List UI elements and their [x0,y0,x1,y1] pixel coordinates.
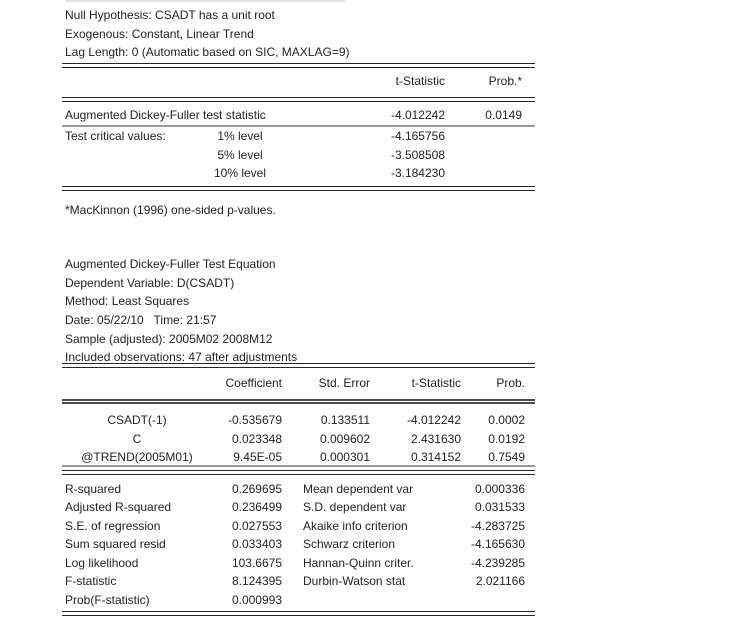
stat-value: -4.165630 [470,537,525,551]
critical-value: -3.184230 [390,166,445,180]
summary-row-prob-f-statistic [0,591,750,610]
summary-row-r-squared [0,480,750,499]
adf-statistic-label: Augmented Dickey-Fuller test statistic [65,108,266,122]
prob-value: 0.0192 [488,432,525,446]
summary-row-adj-r-squared [0,498,750,517]
stat-label: Mean dependent var [303,482,414,496]
stat-value: 0.000993 [231,593,282,607]
level-label: 10% level [213,166,267,180]
stat-label: Akaike info criterion [303,519,408,533]
prob-value: 0.7549 [488,450,525,464]
double-rule [62,97,535,102]
clipped-text-remnant [65,0,345,2]
adf-t-statistic-value: -4.012242 [390,108,445,122]
stat-label: Prob(F-statistic) [65,593,150,607]
stat-label: Hannan-Quinn criter. [303,556,414,570]
stat-value: 0.236499 [231,500,282,514]
stat-value: 2.021166 [475,574,525,588]
stat-label: Schwarz criterion [303,537,396,551]
coefficient-column-header: Coefficient [225,376,282,390]
std-error-column-header: Std. Error [318,376,370,390]
coefficient-value: 9.45E-05 [233,450,282,464]
summary-row-sum-squared-resid [0,535,750,554]
variable-name: @TREND(2005M01) [81,450,193,464]
stat-label: S.D. dependent var [303,500,407,514]
stat-value: 0.000336 [474,482,525,496]
summary-row-se-regression [0,517,750,536]
single-rule [62,465,535,467]
mackinnon-footnote: *MacKinnon (1996) one-sided p-values. [65,203,276,217]
stat-value: 103.6675 [231,556,282,570]
equation-title-line: Augmented Dickey-Fuller Test Equation [65,257,276,271]
null-hypothesis-line: Null Hypothesis: CSADT has a unit root [65,8,275,22]
critical-values-label: Test critical values: [65,129,166,143]
footnote-row [0,201,750,220]
double-rule [62,363,535,368]
level-label: 1% level [217,129,263,143]
level-label: 5% level [217,148,263,162]
double-rule [62,611,535,616]
t-statistic-value: -4.012242 [406,413,461,427]
prob-column-header: Prob. [496,376,525,390]
stat-label: Adjusted R-squared [65,500,172,514]
stat-label: F-statistic [65,574,117,588]
adf-statistic-row [0,106,750,125]
critical-value-row-1pct [0,127,750,146]
summary-row-log-likelihood [0,554,750,573]
stat-value: 8.124395 [231,574,282,588]
dependent-variable-line: Dependent Variable: D(CSADT) [65,275,235,290]
date-time-line: Date: 05/22/10 Time: 21:57 [65,313,217,328]
coefficient-value: 0.023348 [231,432,282,446]
prob-value: 0.0002 [488,413,525,427]
t-statistic-column-header: t-Statistic [411,376,461,390]
observations-line: Included observations: 47 after adjustments [65,350,298,365]
variable-name: C [132,432,142,446]
double-rule [62,470,535,475]
critical-value: -3.508508 [390,148,445,162]
stat-label: Log likelihood [65,556,139,570]
stat-label: R-squared [65,482,122,496]
coefficient-row-constant [0,430,750,449]
double-rule [62,63,535,68]
coefficient-row-csadt [0,411,750,430]
variable-name: CSADT(-1) [107,413,167,427]
stat-label: Sum squared resid [65,537,166,551]
stat-value: -4.283725 [470,519,525,533]
coefficient-table-header-row [0,374,750,393]
sample-line: Sample (adjusted): 2005M02 2008M12 [65,331,273,346]
test-header-info [65,6,350,62]
equation-info [65,255,297,367]
double-rule [62,186,535,191]
lag-length-line: Lag Length: 0 (Automatic based on SIC, MAXLAG=9) [65,45,350,60]
stat-value: 0.033403 [231,537,282,551]
prob-column-header: Prob.* [488,74,522,88]
critical-value: -4.165756 [390,129,445,143]
t-statistic-column-header: t-Statistic [395,74,445,88]
stat-value: 0.027553 [231,519,282,533]
stat-value: 0.031533 [474,500,525,514]
stat-value: 0.269695 [231,482,282,496]
std-error-value: 0.000301 [319,450,370,464]
exogenous-line: Exogenous: Constant, Linear Trend [65,26,254,41]
critical-value-row-10pct [0,164,750,183]
adf-prob-value: 0.0149 [485,108,522,122]
coefficient-value: -0.535679 [227,413,282,427]
unit-root-table-header-row [0,72,750,91]
std-error-value: 0.009602 [319,432,370,446]
t-statistic-value: 2.431630 [410,432,461,446]
stat-label: S.E. of regression [65,519,161,533]
std-error-value: 0.133511 [320,413,370,427]
critical-value-row-5pct [0,146,750,165]
stat-label: Durbin-Watson stat [303,574,406,588]
summary-row-f-statistic [0,572,750,591]
double-rule-heavy [62,399,535,404]
t-statistic-value: 0.314152 [410,450,461,464]
method-line: Method: Least Squares [65,294,190,309]
stat-value: -4.239285 [470,556,525,570]
